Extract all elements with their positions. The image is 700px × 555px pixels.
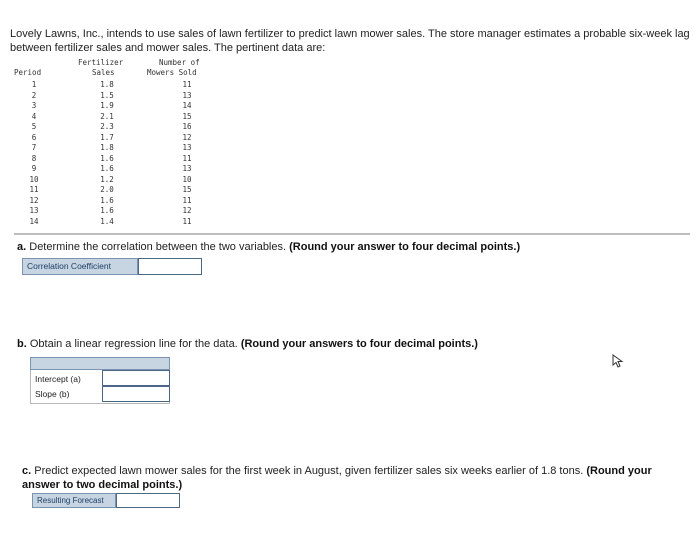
- cell-period: 12: [29, 195, 39, 205]
- question-c: [22, 464, 662, 492]
- cell-fertilizer: 1.6: [100, 206, 114, 215]
- table-row: [14, 101, 214, 112]
- table-row: [14, 133, 214, 144]
- intercept-label: Intercept (a): [35, 374, 81, 384]
- cell-period: 4: [31, 111, 37, 121]
- question-b: [17, 338, 478, 350]
- mouse-cursor-icon: [612, 354, 624, 373]
- table-row: [14, 196, 214, 207]
- table-row: [14, 206, 214, 217]
- header-period: Period: [14, 68, 42, 77]
- table-row: [14, 143, 214, 154]
- cell-mowers: 11: [182, 153, 192, 163]
- table-row: [14, 112, 214, 123]
- cell-mowers: 13: [182, 164, 192, 173]
- cell-fertilizer: 1.6: [100, 153, 114, 163]
- header-mowers-top: Number of: [159, 58, 200, 67]
- cell-period: 11: [29, 185, 39, 194]
- cell-mowers: 10: [182, 174, 192, 184]
- cell-mowers: 12: [182, 206, 192, 215]
- slope-label: Slope (b): [35, 389, 70, 399]
- question-a-prefix: a.: [17, 241, 27, 253]
- question-c-instruction: (Round your answer to two decimal points.): [22, 465, 652, 491]
- cell-period: 3: [31, 101, 37, 110]
- question-a: [17, 241, 520, 253]
- data-table: [14, 58, 214, 227]
- cell-mowers: 13: [182, 90, 192, 100]
- cell-fertilizer: 1.9: [100, 101, 114, 110]
- table-row: [14, 80, 214, 91]
- question-a-text: Determine the correlation between the two variables.: [29, 241, 287, 253]
- table-row: [14, 164, 214, 175]
- table-row: [14, 185, 214, 196]
- cell-mowers: 13: [182, 143, 192, 152]
- table-row: [14, 217, 214, 228]
- cell-mowers: 11: [182, 216, 192, 226]
- cell-fertilizer: 1.4: [100, 216, 114, 226]
- cell-fertilizer: 1.8: [100, 143, 114, 152]
- intercept-input[interactable]: [102, 370, 170, 386]
- cell-mowers: 16: [182, 122, 192, 131]
- cell-period: 5: [31, 122, 37, 131]
- cell-fertilizer: 1.6: [100, 195, 114, 205]
- cell-mowers: 14: [182, 101, 192, 110]
- table-row: [14, 175, 214, 186]
- cell-fertilizer: 1.5: [100, 90, 114, 100]
- cell-fertilizer: 1.6: [100, 164, 114, 173]
- cell-fertilizer: 1.2: [100, 174, 114, 184]
- problem-intro: Lovely Lawns, Inc., intends to use sales of lawn fertilizer to predict lawn mower sales. The store manager estimates a probable six-week lag between fertilizer sales and mower sales. The pertinent data are:: [10, 28, 690, 54]
- correlation-coefficient-label: Correlation Coefficient: [22, 258, 138, 275]
- cell-period: 8: [31, 153, 37, 163]
- question-b-text: Obtain a linear regression line for the data.: [29, 338, 238, 350]
- question-a-instruction: (Round your answer to four decimal points.): [289, 241, 521, 253]
- table-body: [14, 80, 214, 227]
- section-divider: [14, 233, 690, 235]
- cell-fertilizer: 2.1: [100, 111, 114, 121]
- cell-period: 6: [31, 132, 37, 142]
- slope-input[interactable]: [102, 386, 170, 402]
- table-row: [14, 91, 214, 102]
- question-b-instruction: (Round your answers to four decimal points.): [240, 338, 478, 350]
- header-fertilizer-bottom: Sales: [92, 68, 115, 77]
- question-b-prefix: b.: [17, 338, 27, 350]
- cell-fertilizer: 1.8: [100, 80, 114, 89]
- table-header: [14, 58, 214, 80]
- table-row: [14, 122, 214, 133]
- cell-mowers: 11: [182, 195, 192, 205]
- table-row: [14, 154, 214, 165]
- header-fertilizer-top: Fertilizer: [78, 58, 124, 67]
- cell-mowers: 15: [182, 111, 192, 121]
- cell-fertilizer: 2.3: [100, 122, 114, 131]
- cell-period: 2: [31, 90, 37, 100]
- cell-period: 10: [29, 174, 39, 184]
- cell-period: 1: [31, 80, 37, 89]
- cell-fertilizer: 1.7: [100, 132, 114, 142]
- correlation-coefficient-input[interactable]: [138, 258, 202, 275]
- cell-mowers: 11: [182, 80, 192, 89]
- question-c-prefix: c.: [22, 465, 32, 477]
- header-mowers-bottom: Mowers Sold: [147, 68, 197, 77]
- question-c-text: Predict expected lawn mower sales for the first week in August, given fertilizer sales six weeks earlier of 1.8 tons.: [34, 465, 584, 477]
- cell-mowers: 15: [182, 185, 192, 194]
- resulting-forecast-input[interactable]: [116, 493, 180, 508]
- regression-table-header: [30, 357, 170, 370]
- resulting-forecast-label: Resulting Forecast: [32, 493, 116, 508]
- cell-period: 7: [31, 143, 37, 152]
- cell-period: 9: [31, 164, 37, 173]
- cell-period: 13: [29, 206, 39, 215]
- cell-mowers: 12: [182, 132, 192, 142]
- cell-fertilizer: 2.0: [100, 185, 114, 194]
- cell-period: 14: [29, 216, 39, 226]
